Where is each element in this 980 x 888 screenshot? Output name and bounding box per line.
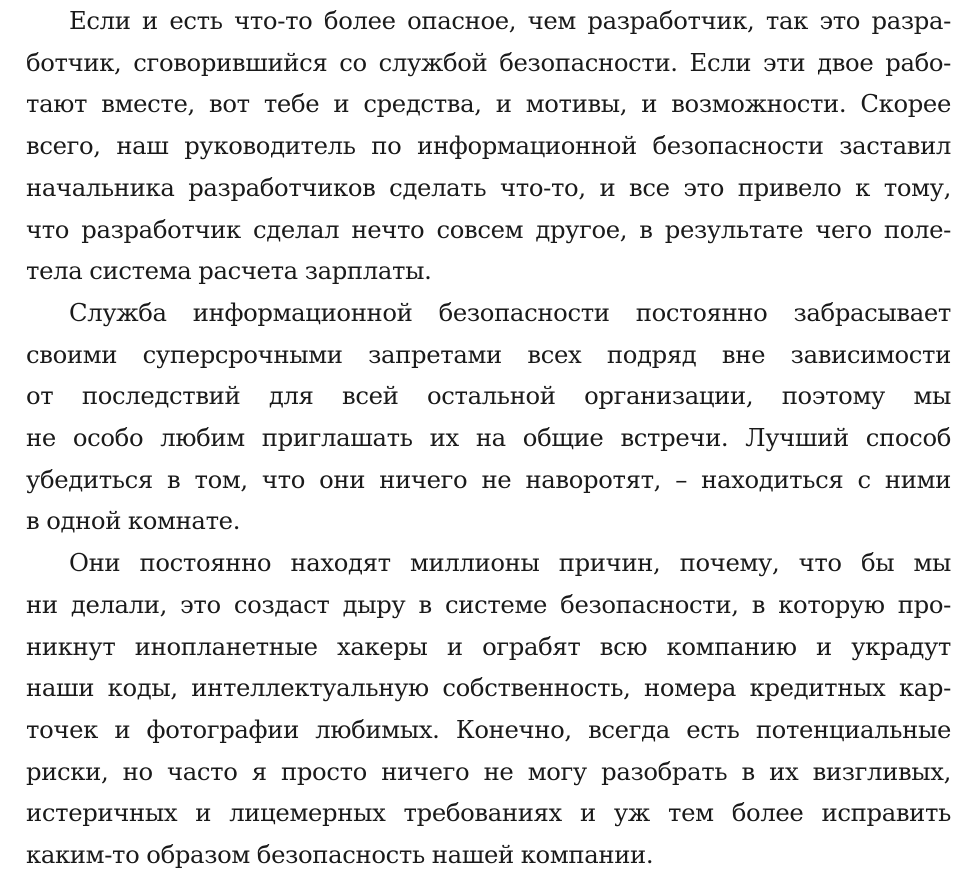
text-line: Если и есть что-то более опасное, чем разработчик, так это разра- [69, 6, 951, 35]
text-line: начальника разработчиков сделать что-то, и все это привело к тому, [26, 172, 951, 202]
text-line: своими суперсрочными запретами всех подряд вне зависимости [26, 339, 951, 369]
text-line: точек и фотографии любимых. Конечно, всегда есть потенциальные [26, 714, 951, 744]
paragraph-1 [26, 0, 951, 292]
text-line: не особо любим приглашать их на общие встречи. Лучший способ [26, 423, 951, 453]
text-line: ботчик, сговорившийся со службой безопасности. Если эти двое рабо- [26, 47, 951, 77]
paragraph-3 [26, 542, 951, 876]
text-line: Служба информационной безопасности постоянно забрасывает [69, 297, 951, 327]
text-line: от последствий для всей остальной организации, поэтому мы [26, 381, 951, 411]
text-line: истеричных и лицемерных требованиях и уж тем более исправить [26, 798, 951, 828]
text-line: тают вместе, вот тебе и средства, и мотивы, и возможности. Скорее [26, 89, 951, 119]
text-line: никнут инопланетные хакеры и ограбят всю компанию и украдут [26, 631, 951, 661]
text-line: в одной комнате. [26, 506, 241, 536]
text-line: наши коды, интеллектуальную собственность, номера кредитных кар- [26, 673, 951, 703]
text-line: тела система расчета зарплаты. [26, 256, 432, 286]
text-line: всего, наш руководитель по информационной безопасности заставил [26, 131, 951, 161]
text-line: ни делали, это создаст дыру в системе безопасности, в которую про- [26, 589, 951, 619]
text-line: убедиться в том, что они ничего не наворотят, – находиться с ними [26, 464, 951, 494]
text-line: риски, но часто я просто ничего не могу разобрать в их визгливых, [26, 756, 951, 786]
paragraph-2 [26, 292, 951, 542]
text-line: Они постоянно находят миллионы причин, почему, что бы мы [69, 548, 951, 578]
text-line: каким-то образом безопасность нашей компании. [26, 840, 654, 870]
text-line: что разработчик сделал нечто совсем другое, в результате чего поле- [26, 214, 951, 244]
